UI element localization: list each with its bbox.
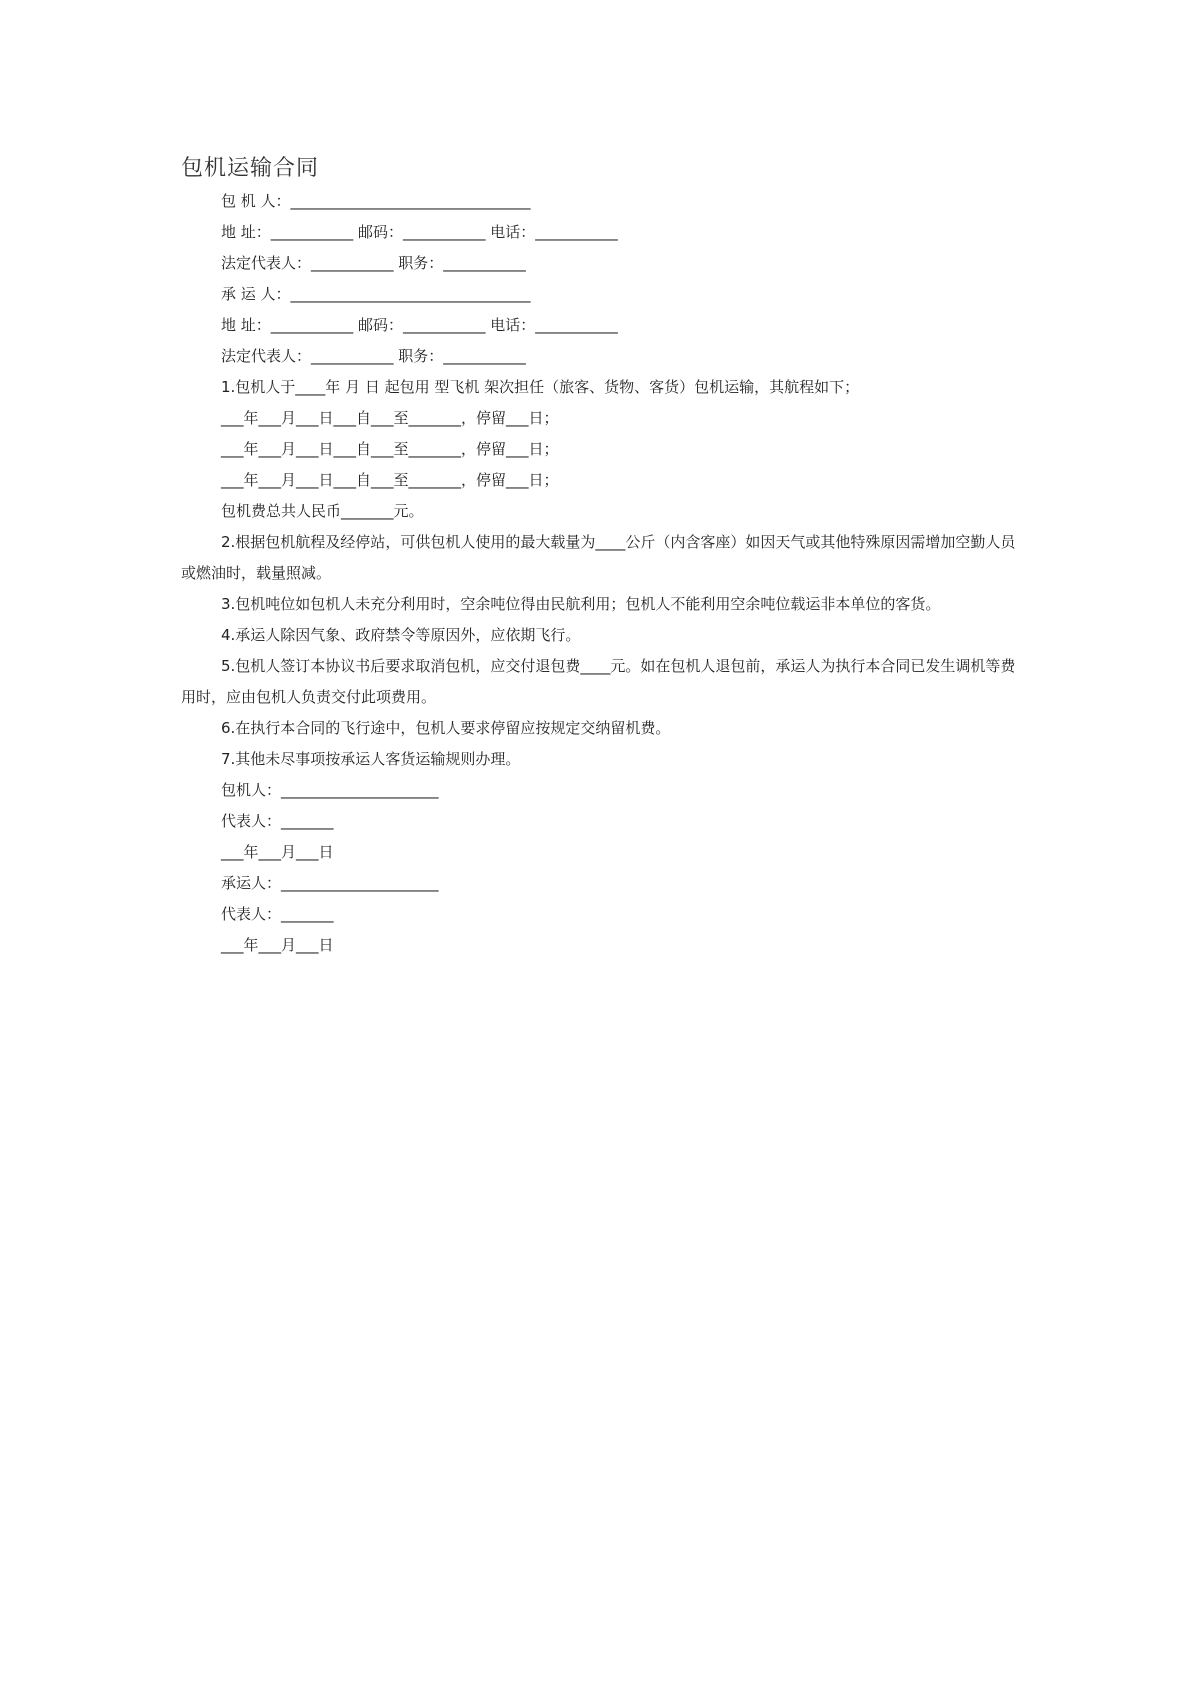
carrier-line: 承 运 人：________________________________	[221, 285, 531, 303]
clause-5: 5.包机人签订本协议书后要求取消包机，应交付退包费____元。如在包机人退包前，承运人为执行本合同已发生调机等费用时，应由包机人负责交付此项费用。	[181, 657, 1016, 706]
clause-1: 1.包机人于____年 月 日 起包用 型飞机 架次担任（旅客、货物、客货）包机运输，其航程如下；	[221, 378, 860, 396]
signature-carrier-date: ___年___月___日	[221, 936, 334, 954]
document-body	[181, 152, 1021, 961]
clause-3: 3.包机吨位如包机人未充分利用时，空余吨位得由民航利用；包机人不能利用空余吨位载运非本单位的客货。	[221, 595, 941, 613]
route-line: ___年___月___日___自___至_______，停留___日；	[221, 440, 559, 458]
route-line: ___年___月___日___自___至_______，停留___日；	[221, 409, 559, 427]
carrier-representative-line: 法定代表人：___________ 职务：___________	[221, 347, 526, 365]
charterer-line: 包 机 人：________________________________	[221, 192, 531, 210]
signature-carrier-representative: 代表人：_______	[221, 905, 334, 923]
clause-4: 4.承运人除因气象、政府禁令等原因外，应依期飞行。	[221, 626, 581, 644]
signature-charterer: 包机人：_____________________	[221, 781, 439, 799]
document-title: 包机运输合同	[181, 156, 320, 181]
signature-carrier: 承运人：_____________________	[221, 874, 439, 892]
clause-6: 6.在执行本合同的飞行途中，包机人要求停留应按规定交纳留机费。	[221, 719, 671, 737]
charterer-representative-line: 法定代表人：___________ 职务：___________	[221, 254, 526, 272]
signature-charterer-date: ___年___月___日	[221, 843, 334, 861]
signature-charterer-representative: 代表人：_______	[221, 812, 334, 830]
clause-2: 2.根据包机航程及经停站，可供包机人使用的最大载量为____公斤（内含客座）如因天气或其他特殊原因需增加空勤人员或燃油时，载量照减。	[181, 533, 1016, 582]
route-line: ___年___月___日___自___至_______，停留___日；	[221, 471, 559, 489]
clause-7: 7.其他未尽事项按承运人客货运输规则办理。	[221, 750, 521, 768]
charterer-address-line: 地 址：___________ 邮码：___________ 电话：___________	[221, 223, 618, 241]
charter-fee-line: 包机费总共人民币_______元。	[221, 502, 424, 520]
carrier-address-line: 地 址：___________ 邮码：___________ 电话：___________	[221, 316, 618, 334]
